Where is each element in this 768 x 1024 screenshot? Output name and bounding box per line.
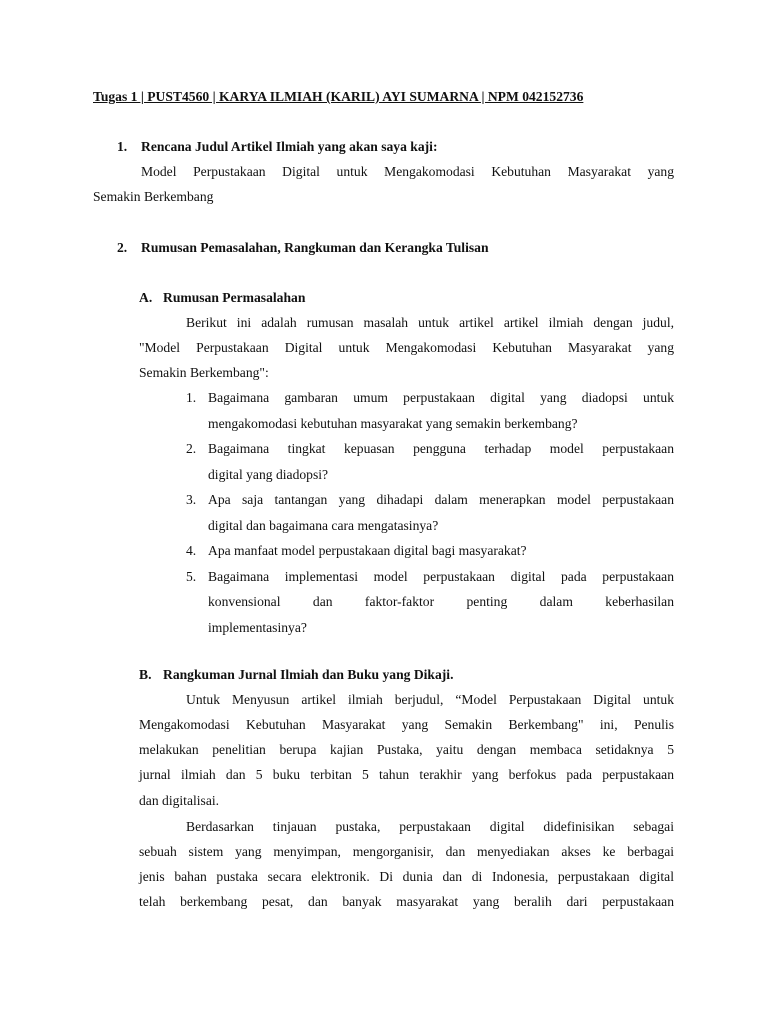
section-2-heading xyxy=(117,240,489,256)
summary-p1-line-3: melakukan penelitian berupa kajian Pustaka, yaitu dengan membaca setidaknya 5 xyxy=(139,742,674,757)
list-item-line: Apa saja tantangan yang dihadapi dalam menerapkan model perpustakaan xyxy=(208,492,674,507)
subsection-b-title: Rangkuman Jurnal Ilmiah dan Buku yang Dikaji. xyxy=(163,667,454,682)
list-item-line: Bagaimana gambaran umum perpustakaan digital yang diadopsi untuk xyxy=(208,390,674,405)
list-item-line: Bagaimana tingkat kepuasan pengguna terhadap model perpustakaan xyxy=(208,441,674,456)
subsection-b-heading xyxy=(139,667,453,683)
list-item-line: Apa manfaat model perpustakaan digital bagi masyarakat? xyxy=(208,543,527,558)
list-item xyxy=(186,564,674,641)
subsection-a-heading xyxy=(139,290,305,306)
subsection-a-title: Rumusan Permasalahan xyxy=(163,290,306,305)
list-item-number: 4. xyxy=(186,543,197,558)
summary-p1-line-2: Mengakomodasi Kebutuhan Masyarakat yang Semakin Berkembang" ini, Penulis xyxy=(139,717,674,732)
summary-p2-line-4: telah berkembang pesat, dan banyak masyarakat yang beralih dari perpustakaan xyxy=(139,894,674,909)
list-item-number: 3. xyxy=(186,492,197,507)
summary-p2-line-2: sebuah sistem yang menyimpan, mengorganisir, dan menyediakan akses ke berbagai xyxy=(139,844,674,859)
subsection-a-intro-line-2: "Model Perpustakaan Digital untuk Mengakomodasi Kebutuhan Masyarakat yang xyxy=(139,340,674,355)
list-item xyxy=(186,538,674,564)
section-1-line-2: Semakin Berkembang xyxy=(93,189,214,204)
subsection-b-number: B. xyxy=(139,667,152,682)
section-1-heading xyxy=(117,139,437,155)
summary-p1-line-5: dan digitalisai. xyxy=(139,793,220,808)
list-item-number: 2. xyxy=(186,441,197,456)
summary-p1-line-4: jurnal ilmiah dan 5 buku terbitan 5 tahun terakhir yang berfokus pada perpustakaan xyxy=(139,767,674,782)
list-item-line: konvensional dan faktor-faktor penting dalam keberhasilan xyxy=(208,594,674,609)
list-item-number: 5. xyxy=(186,568,197,584)
section-1-line-1: Model Perpustakaan Digital untuk Mengakomodasi Kebutuhan Masyarakat yang xyxy=(141,164,674,179)
list-item xyxy=(186,385,674,436)
list-item-number: 1. xyxy=(186,390,197,405)
section-1-title: Rencana Judul Artikel Ilmiah yang akan saya kaji: xyxy=(141,139,438,154)
problem-list xyxy=(186,385,674,640)
subsection-a-intro-line-1: Berikut ini adalah rumusan masalah untuk artikel artikel ilmiah dengan judul, xyxy=(186,315,674,330)
list-item-line: Bagaimana implementasi model perpustakaan digital pada perpustakaan xyxy=(208,568,674,584)
section-2-number: 2. xyxy=(117,240,128,255)
subsection-a-number: A. xyxy=(139,290,153,305)
document-title: Tugas 1 | PUST4560 | KARYA ILMIAH (KARIL) AYI SUMARNA | NPM 042152736 xyxy=(93,89,584,104)
summary-p2-line-3: jenis bahan pustaka secara elektronik. Di dunia dan di Indonesia, perpustakaan digital xyxy=(139,869,674,884)
summary-p1-line-1: Untuk Menyusun artikel ilmiah berjudul, “Model Perpustakaan Digital untuk xyxy=(186,692,674,707)
list-item-line: implementasinya? xyxy=(208,619,307,635)
subsection-a-intro-line-3: Semakin Berkembang": xyxy=(139,365,269,380)
list-item-line: digital yang diadopsi? xyxy=(208,466,329,482)
summary-p2-line-1: Berdasarkan tinjauan pustaka, perpustakaan digital didefinisikan sebagai xyxy=(186,819,674,834)
section-2-title: Rumusan Pemasalahan, Rangkuman dan Kerangka Tulisan xyxy=(141,240,489,255)
list-item-line: digital dan bagaimana cara mengatasinya? xyxy=(208,517,439,533)
list-item-line: mengakomodasi kebutuhan masyarakat yang semakin berkembang? xyxy=(208,415,578,431)
list-item xyxy=(186,487,674,538)
list-item xyxy=(186,436,674,487)
section-1-number: 1. xyxy=(117,139,128,154)
